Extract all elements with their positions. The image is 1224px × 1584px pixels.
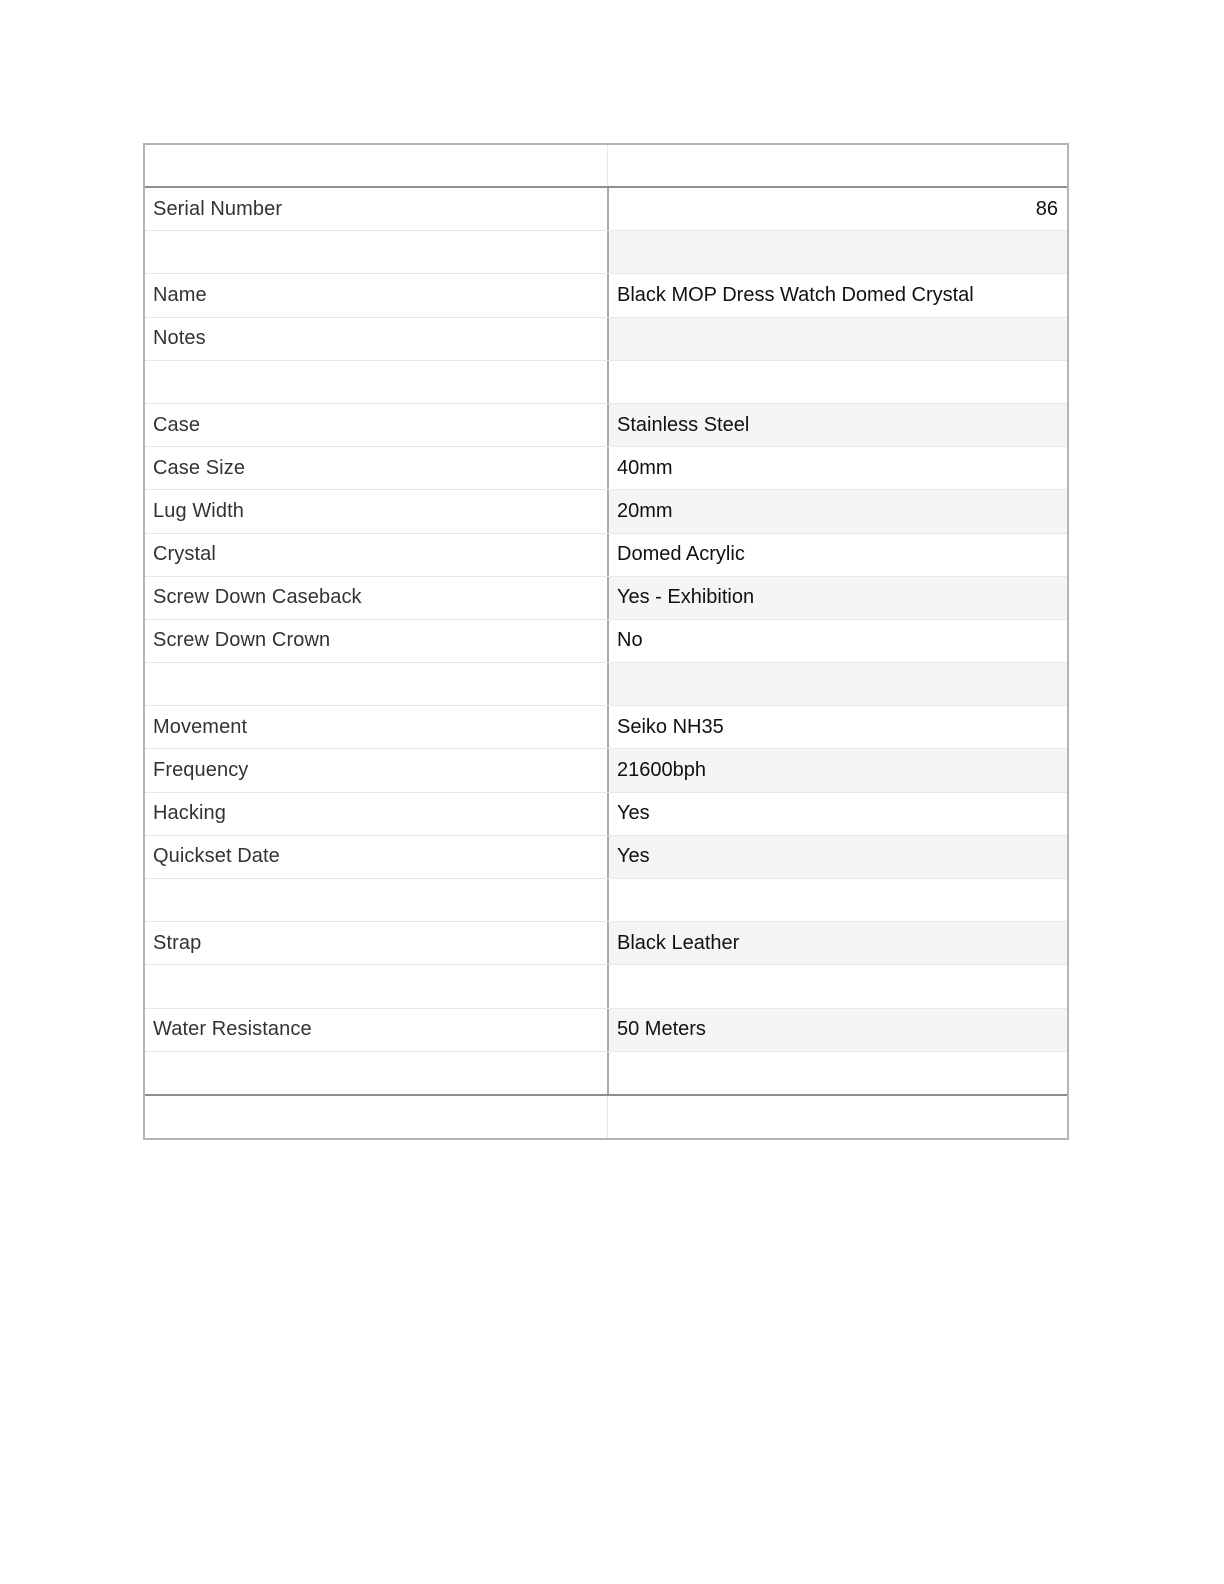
table-row-frequency [145, 749, 1067, 792]
table-row-spacer [145, 663, 1067, 706]
row-value: 20mm [607, 490, 1067, 532]
row-label: Case [153, 413, 201, 436]
header-value-cell [607, 145, 1067, 186]
row-label: Movement [153, 715, 248, 738]
table-row-spacer [145, 879, 1067, 922]
table-row-movement [145, 706, 1067, 749]
row-value: Stainless Steel [607, 404, 1067, 446]
row-label: Crystal [153, 543, 216, 566]
table-row-strap [145, 922, 1067, 965]
table-row-spacer [145, 965, 1067, 1008]
row-value [607, 318, 1067, 360]
row-value: Yes - Exhibition [607, 577, 1067, 619]
row-value: 40mm [607, 447, 1067, 489]
table-row-serial-number [145, 188, 1067, 231]
row-label [145, 663, 607, 705]
table-row-spacer [145, 1052, 1067, 1095]
row-label: Strap [153, 931, 202, 954]
row-label: Water Resistance [153, 1018, 312, 1041]
table-row-lug-width [145, 490, 1067, 533]
row-value: Domed Acrylic [607, 534, 1067, 576]
row-label: Hacking [153, 802, 226, 825]
header-label-cell [145, 145, 607, 186]
watch-spec-table [143, 143, 1069, 1140]
table-row-screw-down-caseback [145, 577, 1067, 620]
row-label [145, 965, 607, 1007]
row-value: Yes [607, 836, 1067, 878]
table-row-hacking [145, 793, 1067, 836]
table-footer-row [145, 1095, 1067, 1138]
table-row-quickset-date [145, 836, 1067, 879]
row-value: Black Leather [607, 922, 1067, 964]
row-label: Screw Down Crown [153, 629, 331, 652]
table-row-spacer [145, 231, 1067, 274]
row-label: Serial Number [153, 197, 283, 220]
footer-label-cell [145, 1096, 607, 1138]
table-row-case [145, 404, 1067, 447]
row-value: 50 Meters [607, 1009, 1067, 1051]
table-row-crystal [145, 534, 1067, 577]
table-row-notes [145, 318, 1067, 361]
row-value: 86 [607, 188, 1067, 230]
row-label: Lug Width [153, 499, 244, 522]
row-label: Name [153, 283, 207, 306]
table-header-row [145, 145, 1067, 188]
table-row-name [145, 274, 1067, 317]
table-row-case-size [145, 447, 1067, 490]
row-label: Frequency [153, 759, 249, 782]
row-label: Notes [153, 327, 206, 350]
table-row-screw-down-crown [145, 620, 1067, 663]
row-value [607, 361, 1067, 403]
row-value [607, 965, 1067, 1007]
row-value [607, 231, 1067, 273]
table-row-water-resistance [145, 1009, 1067, 1052]
row-value [607, 879, 1067, 921]
row-value: 21600bph [607, 749, 1067, 791]
row-value: Black MOP Dress Watch Domed Crystal [607, 274, 1067, 316]
row-label: Screw Down Caseback [153, 586, 362, 609]
row-value [607, 663, 1067, 705]
row-value: Yes [607, 793, 1067, 835]
row-label [145, 231, 607, 273]
row-label: Case Size [153, 456, 246, 479]
row-value [607, 1052, 1067, 1094]
row-label [145, 361, 607, 403]
row-label: Quickset Date [153, 845, 280, 868]
row-value: No [607, 620, 1067, 662]
table-row-spacer [145, 361, 1067, 404]
row-label [145, 879, 607, 921]
row-label [145, 1052, 607, 1094]
footer-value-cell [607, 1096, 1067, 1138]
row-value: Seiko NH35 [607, 706, 1067, 748]
